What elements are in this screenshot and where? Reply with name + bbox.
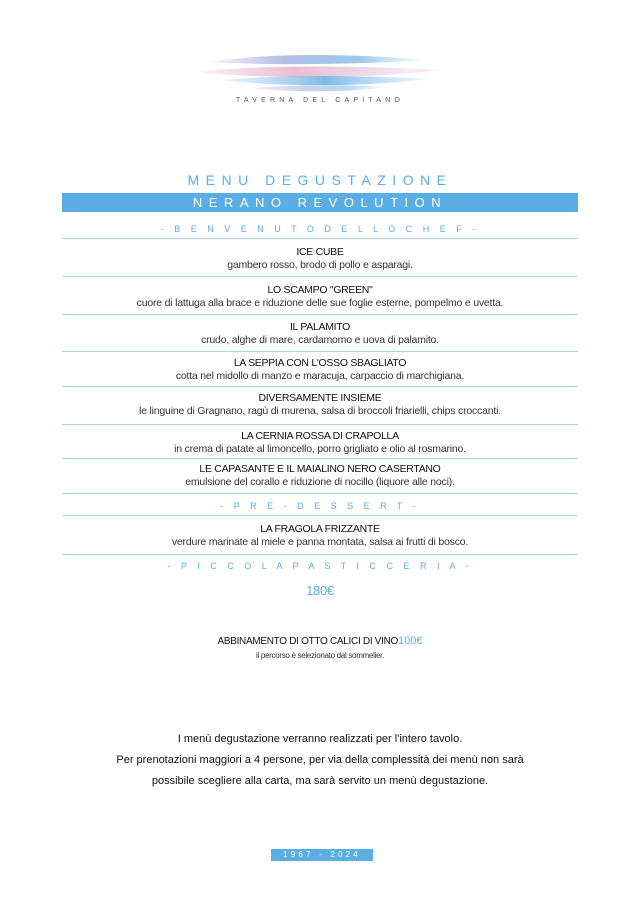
wine-pairing-price: 100€ [398, 635, 423, 647]
course-item [40, 392, 600, 418]
dish-name: LO SCAMPO "GREEN" [267, 284, 373, 296]
brand-name: TAVERNA DEL CAPITANO [235, 97, 405, 104]
dish-description: cotta nel midollo di manzo e maracuja, carpaccio di marchigiana. [175, 370, 465, 382]
dish-description: in crema di patate al limoncello, porro grigliato e olio al rosmarino. [174, 443, 466, 455]
dish-description: crudo, alghe di mare, cardamomo e uova di palamito. [201, 334, 439, 346]
dish-name: LA FRAGOLA FRIZZANTE [260, 523, 380, 535]
separator-line [62, 276, 578, 277]
notice-block [60, 729, 580, 792]
separator-line [62, 554, 578, 555]
course-item [40, 463, 600, 489]
course-item [40, 246, 600, 272]
dessert-item [40, 523, 600, 549]
separator-line [62, 424, 578, 425]
separator-line [62, 493, 578, 494]
course-item [40, 430, 600, 456]
notice-line: possibile scegliere alla carta, ma sarà servito un menù degustazione. [151, 775, 489, 787]
wine-pairing [0, 635, 640, 647]
dish-name: ICE CUBE [296, 246, 344, 258]
dish-description: cuore di lattuga alla brace e riduzione delle sue foglie esterne, pompelmo e uvetta. [136, 297, 504, 309]
separator-line [62, 314, 578, 315]
notice-line: Per prenotazioni maggiori a 4 persone, per via della complessità dei menù non sarà [116, 754, 524, 766]
separator-line [62, 458, 578, 459]
notice-line: I menù degustazione verranno realizzati per l'intero tavolo. [177, 733, 463, 745]
separator-line [62, 351, 578, 352]
brushstroke-logo-icon [190, 48, 450, 98]
dish-description: emulsione del corallo e riduzione di nocillo (liquore alle noci). [185, 476, 455, 488]
separator-line [62, 238, 578, 239]
menu-price: 180€ [306, 583, 334, 598]
separator-line [62, 515, 578, 516]
wine-pairing-note: il percorso è selezionato dal sommelier. [255, 651, 385, 660]
dish-name: LA SEPPIA CON L'OSSO SBAGLIATO [233, 357, 407, 369]
menu-title: MENU DEGUSTAZIONE [187, 172, 453, 188]
dish-name: IL PALAMITO [289, 321, 351, 333]
section-predessert: - P R E - D E S S E R T - [220, 501, 420, 511]
separator-line [62, 386, 578, 387]
dish-description: le linguine di Gragnano, ragù di murena, salsa di broccoli friarielli, chips croccanti. [139, 405, 501, 417]
menu-subtitle-band: NERANO REVOLUTION [62, 193, 578, 212]
course-item [40, 284, 600, 310]
wine-pairing-label: ABBINAMENTO DI OTTO CALICI DI VINO [217, 636, 399, 647]
course-item [40, 321, 600, 347]
footer-years-badge: 1967 - 2024 [271, 849, 373, 861]
dish-description: verdure marinate al miele e panna montata, salsa ai frutti di bosco. [171, 536, 469, 548]
section-welcome: - B E N V E N U T O D E L L O C H E F - [160, 224, 480, 234]
dish-name: LE CAPASANTE E IL MAIALINO NERO CASERTANO [199, 463, 441, 475]
course-item [40, 357, 600, 383]
dish-name: DIVERSAMENTE INSIEME [258, 392, 382, 404]
dish-name: LA CERNIA ROSSA DI CRAPOLLA [241, 430, 399, 442]
section-pasticceria: - P I C C O L A P A S T I C C E R I A - [167, 561, 473, 571]
dish-description: gambero rosso, brodo di pollo e asparagi. [227, 259, 413, 271]
